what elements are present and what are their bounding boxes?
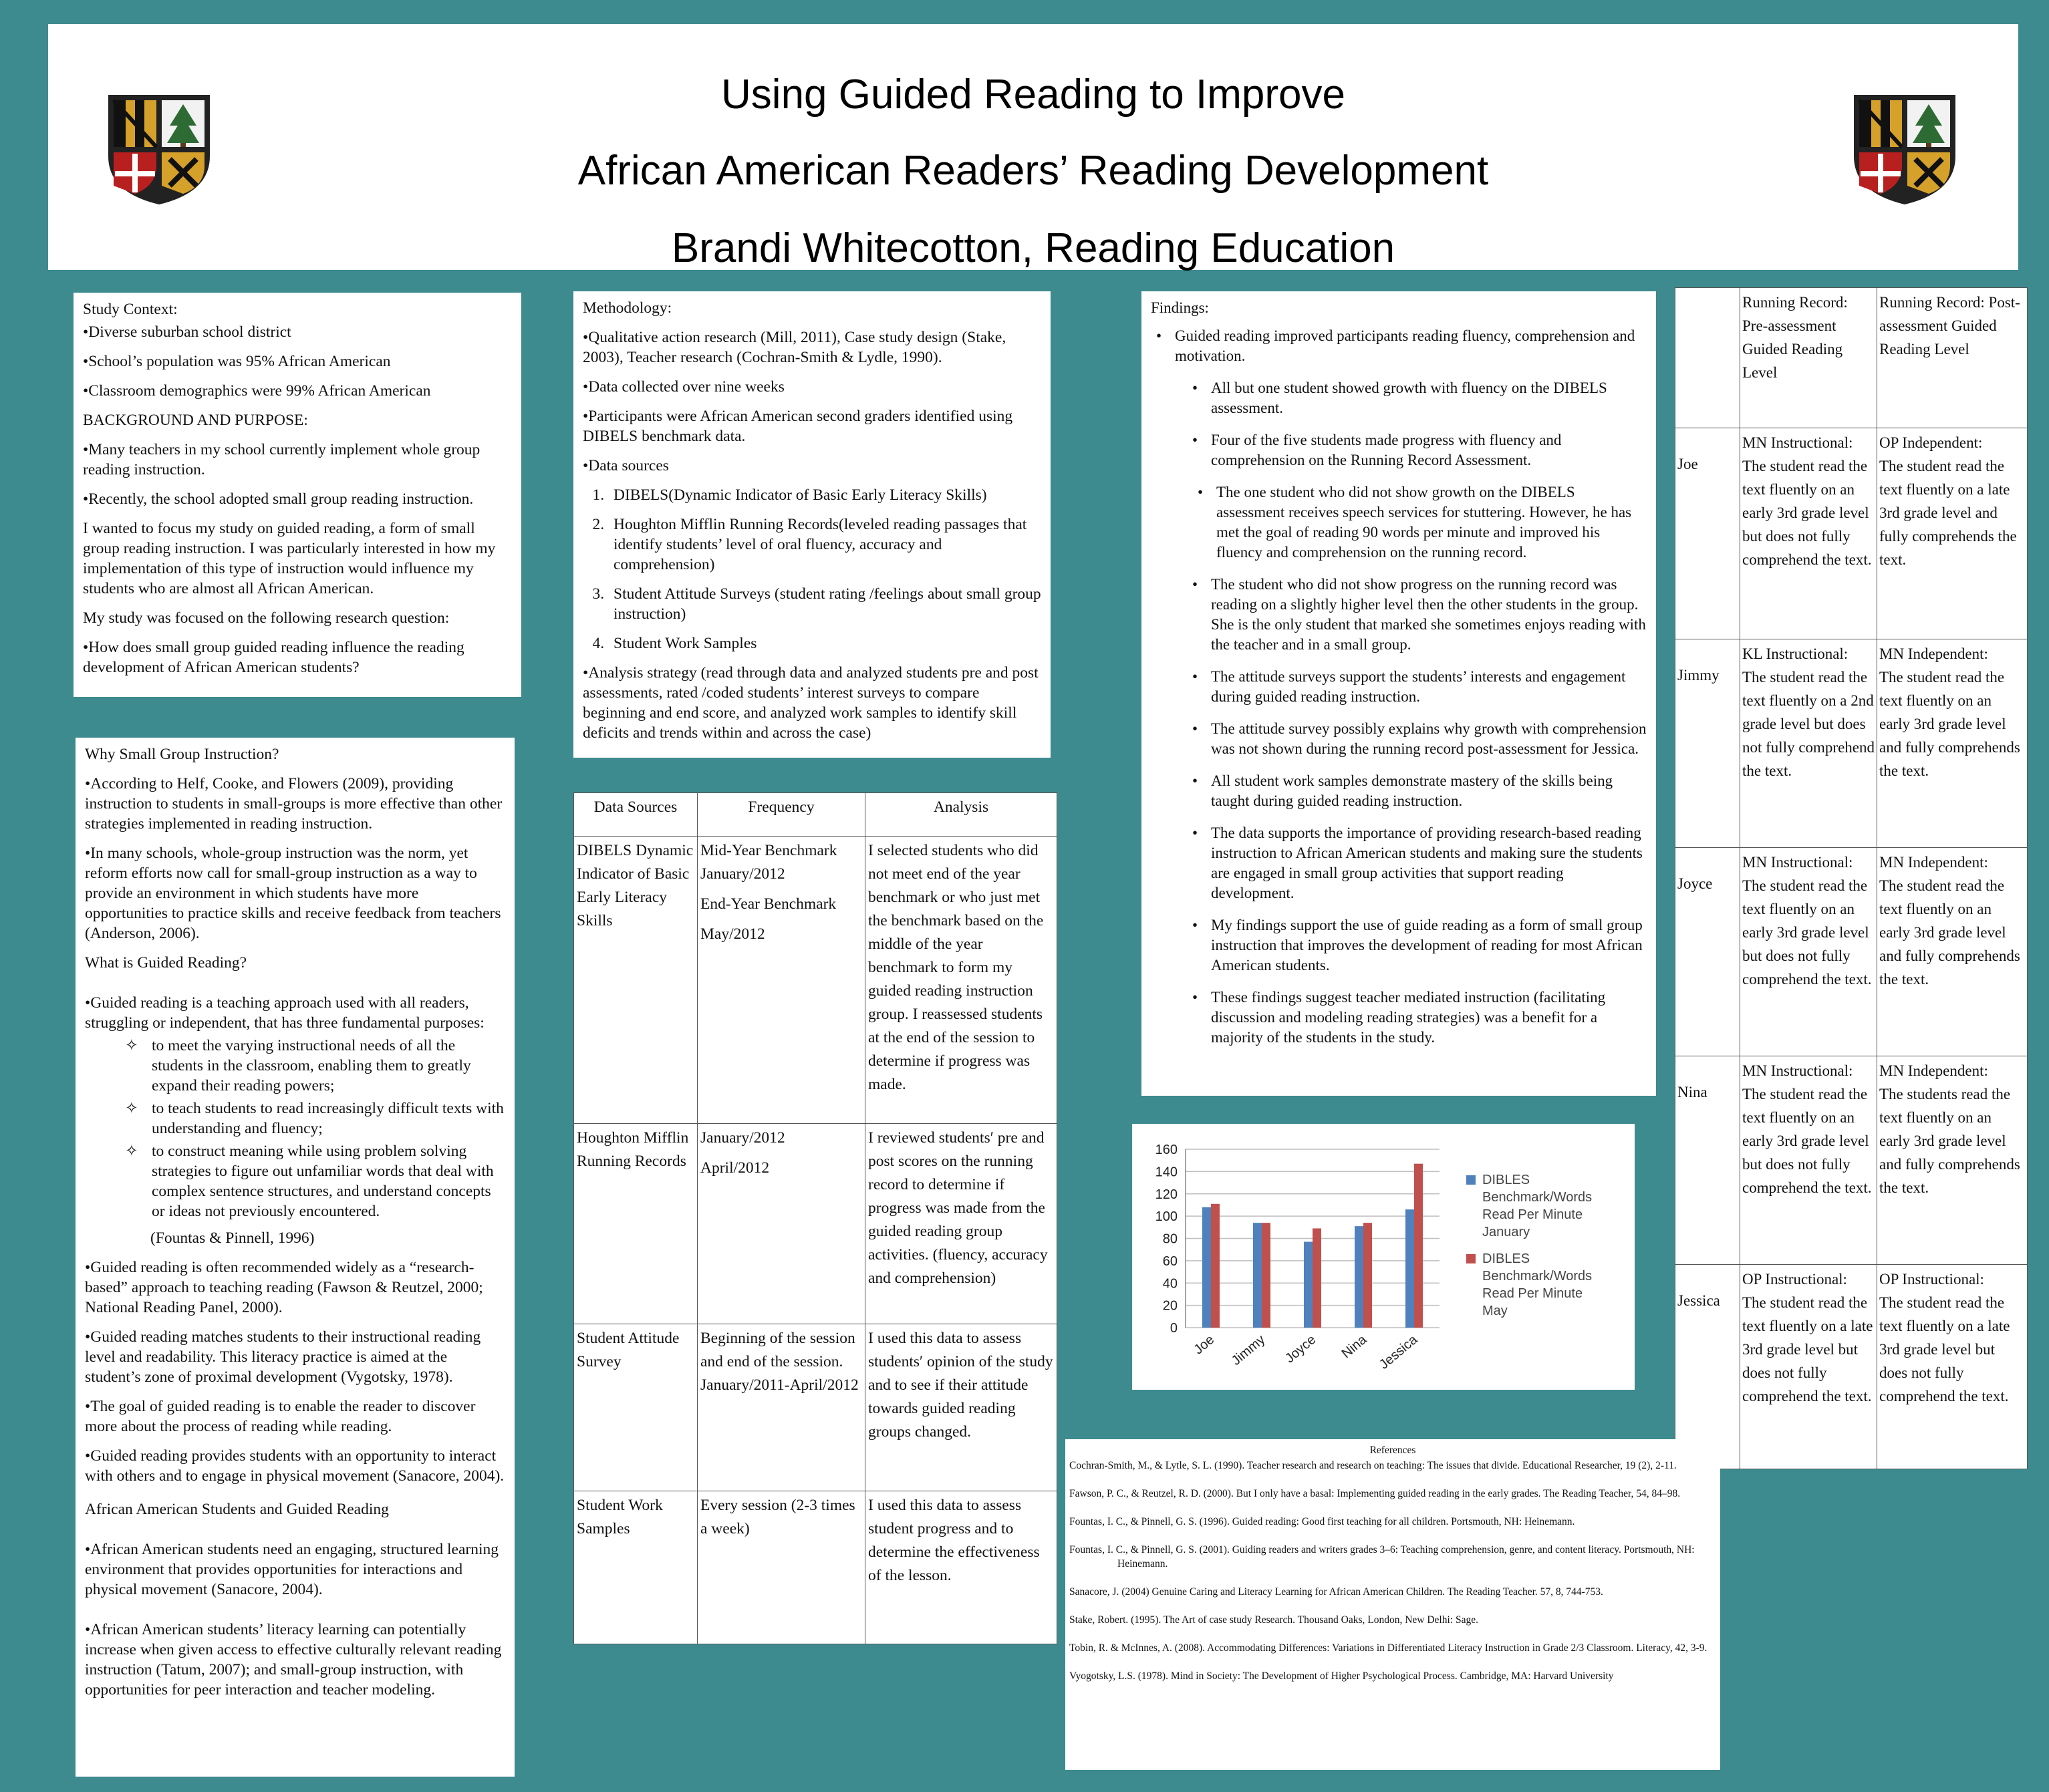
running-record-table-panel: [1675, 287, 2028, 1469]
finding-text: The one student who did not show growth on the DIBELS assessment receives speech services for stuttering. However, he has met the goal of reading 90 words per minute and improved his fluency and comprehension on the running record.: [1216, 484, 1632, 561]
methodology-panel: [573, 291, 1051, 758]
pre-assessment-cell: OP Instructional: The student read the text fluently on a late 3rd grade level but does not fully comprehend the text.: [1740, 1265, 1877, 1469]
background-bullet: •Many teachers in my school currently implement whole group reading instruction.: [83, 441, 481, 478]
why-paragraph: •African American students need an engaging, structured learning environment that provides opportunities for interactions and physical movement (Sanacore, 2004).: [85, 1541, 499, 1598]
methodology-bullet: •Data collected over nine weeks: [583, 378, 785, 396]
why-paragraph: •Guided reading is a teaching approach used with all readers, struggling or independent, that has three fundamental purposes:: [85, 994, 485, 1032]
data-source-item: 1. DIBELS(Dynamic Indicator of Basic Early Literacy Skills): [608, 485, 1041, 505]
methodology-bullet: •Analysis strategy (read through data and analyzed students pre and post assessments, rated /coded students’ interest surveys to compare beginning and end score, and analyzed work samples to identify skill deficits and trends within and across the case): [583, 664, 1039, 742]
pre-assessment-cell: MN Instructional: The student read the text fluently on an early 3rd grade level but does not fully comprehend the text.: [1740, 1056, 1877, 1265]
methodology-bullet: •Qualitative action research (Mill, 2011), Case study design (Stake, 2003), Teacher research (Cochran-Smith & Lydle, 1990).: [583, 329, 1006, 366]
table-header-row: [574, 793, 1057, 837]
background-bullet: •Recently, the school adopted small group reading instruction.: [83, 490, 474, 508]
pre-assessment-cell: KL Instructional: The student read the text fluently on a 2nd grade level but does not fully comprehend the text.: [1740, 639, 1877, 848]
references-heading: References: [1369, 1445, 1416, 1456]
y-tick-label: 20: [1162, 1298, 1178, 1314]
frequency-cell: Every session (2-3 times a week): [698, 1491, 865, 1644]
column-header: Running Record: Post-assessment Guided Reading Level: [1877, 288, 2028, 428]
references-list: [1069, 1459, 1716, 1683]
bar-jimmy-series-1: [1253, 1223, 1262, 1328]
bullet-icon: •: [1192, 668, 1198, 685]
post-assessment-cell: MN Independent: The students read the text fluently on an early 3rd grade level and fully comprehends the text.: [1877, 1056, 2028, 1265]
y-tick-label: 40: [1162, 1276, 1178, 1292]
findings-heading: Findings:: [1151, 299, 1209, 316]
pre-assessment-cell: MN Instructional: The student read the text fluently on an early 3rd grade level but does not fully comprehend the text.: [1740, 428, 1877, 639]
dibels-chart: [1132, 1124, 1635, 1390]
why-small-group-panel: [76, 738, 515, 1777]
purpose-item: ✧ to teach students to read increasingly difficult texts with understanding and fluency;: [125, 1100, 504, 1137]
reference-item: Fountas, I. C., & Pinnell, G. S. (2001). Guiding readers and writers grades 3–6: Teaching comprehension, genre, and content literacy. Portsmouth, NH: Heinemann.: [1069, 1544, 1695, 1570]
bullet-icon: •: [1192, 772, 1198, 789]
analysis-cell: I reviewed students′ pre and post scores on the running record to determine if progress was made from the guided reading group activities. (fluency, accuracy and comprehension): [865, 1124, 1057, 1324]
table-row: [1675, 848, 2028, 1056]
y-tick-label: 60: [1162, 1253, 1178, 1269]
data-sources-list: [583, 485, 1041, 653]
legend-label: Read Per Minute: [1482, 1207, 1583, 1222]
finding-item: [1151, 378, 1647, 418]
methodology-bullet: •Participants were African American second graders identified using DIBELS benchmark data.: [583, 408, 1013, 445]
empty-header-cell: [1675, 288, 1740, 428]
bullet-icon: •: [1156, 327, 1162, 344]
poster-author-line: Brandi Whitecotton, Reading Education: [671, 225, 1395, 271]
bullet-icon: •: [1192, 720, 1198, 737]
findings-panel: [1141, 291, 1656, 1096]
poster-title-line-1: Using Guided Reading to Improve: [721, 71, 1345, 118]
legend-label: DIBLES: [1482, 1251, 1530, 1266]
finding-text: The data supports the importance of providing research-based reading instruction to African American students and making sure the students are engaged in small group activities that support reading development.: [1211, 825, 1643, 901]
reference-item: Vyogotsky, L.S. (1978). Mind in Society: The Development of Higher Psychological Process. Cambridge, MA: Harvard University: [1069, 1670, 1614, 1682]
background-heading: BACKGROUND AND PURPOSE:: [83, 412, 308, 429]
research-question: •How does small group guided reading influence the reading development of African American students?: [83, 639, 464, 676]
x-tick-label: Jimmy: [1228, 1332, 1268, 1368]
student-name-cell: Jimmy: [1675, 639, 1740, 848]
findings-list: [1151, 326, 1647, 1048]
why-paragraph: •The goal of guided reading is to enable the reader to discover more about the process of reading while reading.: [85, 1398, 476, 1435]
research-question-intro: My study was focused on the following research question:: [83, 609, 450, 627]
analysis-cell: I used this data to assess student progress and to determine the effectiveness of the lesson.: [865, 1491, 1057, 1644]
data-source-item: 2. Houghton Mifflin Running Records(leveled reading passages that identify students’ level of oral fluency, accuracy and comprehension): [608, 514, 1041, 575]
table-row: [574, 1491, 1057, 1644]
bullet-icon: •: [1192, 380, 1198, 396]
y-tick-label: 140: [1155, 1165, 1178, 1180]
table-row: [574, 1324, 1057, 1491]
x-tick-label: Jessica: [1376, 1332, 1421, 1372]
purpose-item: ✧ to construct meaning while using problem solving strategies to figure out unfamiliar words that deal with complex sentence structures, and understand concepts or ideas not previously encountered.: [125, 1143, 494, 1220]
dibels-bar-chart: [1132, 1124, 1635, 1390]
frequency-cell: Mid-Year Benchmark January/2012 End-Year Benchmark May/2012: [698, 837, 865, 1124]
table-row: [1675, 1056, 2028, 1265]
bar-jessica-series-2: [1414, 1164, 1423, 1328]
reference-item: Sanacore, J. (2004) Genuine Caring and Literacy Learning for African American Children. The Reading Teacher. 57, 8, 744-753.: [1069, 1586, 1603, 1598]
data-source-item: 3. Student Attitude Surveys (student rating /feelings about small group instruction): [608, 584, 1041, 624]
finding-text: My findings support the use of guide reading as a form of small group instruction that improves the development of reading for most African American students.: [1211, 917, 1643, 974]
diamond-bullet-icon: ✧: [125, 1143, 138, 1160]
x-tick-label: Joyce: [1282, 1332, 1319, 1366]
african-american-heading: African American Students and Guided Reading: [85, 1501, 389, 1518]
bar-joyce-series-2: [1313, 1228, 1321, 1328]
table-row: [574, 837, 1057, 1124]
source-cell: Student Attitude Survey: [574, 1324, 698, 1491]
references-panel: [1065, 1439, 1720, 1770]
table-row: [1675, 428, 2028, 639]
reference-item: Cochran-Smith, M., & Lytle, S. L. (1990). Teacher research and research on teaching: The issues that divide. Educational Researcher, 19 (2), 2-11.: [1069, 1460, 1677, 1471]
data-sources-table-panel: [573, 792, 1057, 1644]
post-assessment-cell: MN Independent: The student read the text fluently on an early 3rd grade level and fully comprehends the text.: [1877, 639, 2028, 848]
finding-text: The attitude surveys support the students’ interests and engagement during guided reading instruction.: [1211, 668, 1626, 705]
column-header: Frequency: [698, 793, 865, 837]
legend-swatch: [1466, 1175, 1476, 1185]
bar-nina-series-1: [1355, 1226, 1363, 1328]
diamond-bullet-icon: ✧: [125, 1037, 138, 1054]
legend-label: Benchmark/Words: [1482, 1269, 1593, 1284]
methodology-bullet: •Data sources: [583, 457, 669, 474]
column-header: Data Sources: [574, 793, 698, 837]
bullet-icon: •: [1198, 484, 1204, 500]
purpose-item: ✧ to meet the varying instructional needs of all the students in the classroom, enabling them to greatly expand their reading powers;: [125, 1037, 471, 1094]
study-context-heading: Study Context:: [83, 301, 178, 318]
finding-item: [1151, 915, 1647, 976]
finding-item: [1151, 823, 1647, 903]
source-cell: Houghton Mifflin Running Records: [574, 1124, 698, 1324]
finding-item: [1151, 430, 1647, 470]
context-bullet: •Diverse suburban school district: [83, 323, 291, 341]
why-heading: Why Small Group Instruction?: [85, 746, 279, 763]
data-sources-table: [573, 792, 1057, 1644]
y-tick-label: 120: [1155, 1187, 1178, 1202]
source-cell: Student Work Samples: [574, 1491, 698, 1644]
source-cell: DIBELS Dynamic Indicator of Basic Early Literacy Skills: [574, 837, 698, 1124]
methodology-heading: Methodology:: [583, 299, 672, 317]
bullet-icon: •: [1192, 989, 1198, 1006]
y-tick-label: 0: [1170, 1321, 1178, 1336]
analysis-cell: I used this data to assess students′ opinion of the study and to see if their attitude towards guided reading groups changed.: [865, 1324, 1057, 1491]
y-tick-label: 100: [1155, 1209, 1178, 1225]
frequency-cell: January/2012 April/2012: [698, 1124, 865, 1324]
bar-nina-series-2: [1363, 1223, 1372, 1328]
data-source-item: 4. Student Work Samples: [608, 633, 1041, 653]
column-header: Running Record: Pre-assessment Guided Reading Level: [1740, 288, 1877, 428]
running-record-table: [1675, 287, 2028, 1469]
y-tick-label: 160: [1155, 1143, 1178, 1157]
legend-label: Benchmark/Words: [1482, 1190, 1593, 1205]
purposes-list: [85, 1036, 505, 1221]
bullet-icon: •: [1192, 432, 1198, 448]
bar-joyce-series-1: [1304, 1242, 1313, 1328]
university-crest-logo-right: [1851, 92, 1958, 207]
bullet-icon: •: [1192, 917, 1198, 933]
finding-item: [1151, 988, 1647, 1048]
analysis-cell: I selected students who did not meet end of the year benchmark or who just met the benchmark based on the middle of the year benchmark to form my guided reading instruction group. I reassessed students at the end of the session to determine if progress was made.: [865, 837, 1057, 1124]
why-paragraph: •Guided reading is often recommended widely as a “research-based” approach to teaching reading (Fawson & Reutzel, 2000; National Reading Panel, 2000).: [85, 1259, 483, 1316]
legend-label: Read Per Minute: [1482, 1286, 1583, 1301]
frequency-cell: Beginning of the session and end of the session. January/2011-April/2012: [698, 1324, 865, 1491]
reference-item: Fountas, I. C., & Pinnell, G. S. (1996). Guided reading: Good first teaching for all children. Portsmouth, NH: Heinemann.: [1069, 1516, 1575, 1527]
legend-label: May: [1482, 1304, 1508, 1318]
legend-label: DIBLES: [1482, 1173, 1530, 1187]
diamond-bullet-icon: ✧: [125, 1100, 138, 1117]
bullet-icon: •: [1192, 576, 1198, 593]
table-row: [1675, 1265, 2028, 1469]
bullet-icon: •: [1192, 825, 1198, 841]
finding-item: [1151, 667, 1647, 707]
finding-item: [1151, 771, 1647, 811]
table-row: [574, 1124, 1057, 1324]
finding-text: All but one student showed growth with fluency on the DIBELS assessment.: [1211, 380, 1607, 416]
reference-item: Tobin, R. & McInnes, A. (2008). Accommodating Differences: Variations in Differentiated Literacy Instruction in Grade 2/3 Classroom. Literacy, 42, 3-9.: [1069, 1642, 1708, 1654]
why-paragraph: •Guided reading matches students to their instructional reading level and readability. This literacy practice is aimed at the student’s zone of proximal development (Vygotsky, 1978).: [85, 1328, 481, 1386]
post-assessment-cell: OP Instructional: The student read the text fluently on a late 3rd grade level but does not fully comprehend the text.: [1877, 1265, 2028, 1469]
finding-text: All student work samples demonstrate mastery of the skills being taught during guided reading instruction.: [1211, 772, 1613, 809]
bar-jessica-series-1: [1405, 1209, 1414, 1328]
x-tick-label: Joe: [1191, 1332, 1218, 1358]
student-name-cell: Joyce: [1675, 848, 1740, 1056]
guided-reading-heading: What is Guided Reading?: [85, 954, 247, 972]
focus-paragraph: I wanted to focus my study on guided reading, a form of small group reading instruction. I was particularly interested in how my implementation of this type of instruction would influence my students who are almost all African American.: [83, 520, 496, 597]
x-tick-label: Nina: [1339, 1332, 1370, 1362]
table-header-row: [1675, 288, 2028, 428]
finding-text: The attitude survey possibly explains why growth with comprehension was not shown during the running record post-assessment for Jessica.: [1211, 720, 1647, 757]
student-name-cell: Jessica: [1675, 1265, 1740, 1469]
reference-item: Stake, Robert. (1995). The Art of case study Research. Thousand Oaks, London, New Delhi: Sage.: [1069, 1614, 1478, 1626]
why-paragraph: •In many schools, whole-group instruction was the norm, yet reform efforts now call for small-group instruction as a way to provide an environment in which students have more opportunities to practice skills and receive feedback from teachers (Anderson, 2006).: [85, 845, 501, 942]
bar-jimmy-series-2: [1262, 1223, 1270, 1328]
y-tick-label: 80: [1162, 1231, 1178, 1247]
finding-text: These findings suggest teacher mediated instruction (facilitating discussion and modeling reading strategies) was a benefit for a majority of the students in the study.: [1211, 989, 1606, 1046]
finding-item: [1151, 575, 1647, 655]
finding-item: [1151, 482, 1647, 563]
column-header: Analysis: [865, 793, 1057, 837]
why-paragraph: •Guided reading provides students with an opportunity to interact with others and to engage in physical movement (Sanacore, 2004).: [85, 1447, 505, 1485]
reference-item: Fawson, P. C., & Reutzel, R. D. (2000). But I only have a basal: Implementing guided reading in the early grades. The Reading Teacher, 54, 84–98.: [1069, 1488, 1681, 1499]
finding-text: The student who did not show progress on the running record was reading on a slightly higher level then the other students in the group. She is the only student that marked she sometimes enjoys reading with the teacher and in a small group.: [1211, 576, 1646, 653]
purposes-citation: (Fountas & Pinnell, 1996): [150, 1229, 315, 1247]
poster-title-line-2: African American Readers’ Reading Development: [577, 148, 1489, 194]
post-assessment-cell: MN Independent: The student read the text fluently on an early 3rd grade level and fully comprehends the text.: [1877, 848, 2028, 1056]
bar-joe-series-2: [1211, 1204, 1220, 1328]
finding-item: [1151, 326, 1647, 366]
poster-header: [48, 24, 2018, 270]
finding-text: Guided reading improved participants reading fluency, comprehension and motivation.: [1175, 327, 1635, 364]
study-context-panel: [74, 293, 521, 697]
bar-joe-series-1: [1202, 1207, 1211, 1328]
legend-swatch: [1466, 1254, 1476, 1263]
finding-text: Four of the five students made progress with fluency and comprehension on the Running Record Assessment.: [1211, 432, 1562, 468]
why-paragraph: •According to Helf, Cooke, and Flowers (2009), providing instruction to students in small-groups is more effective than other strategies implemented in reading instruction.: [85, 775, 503, 833]
table-row: [1675, 639, 2028, 848]
post-assessment-cell: OP Independent: The student read the text fluently on a late 3rd grade level and fully comprehends the text.: [1877, 428, 2028, 639]
legend-label: January: [1482, 1225, 1530, 1239]
why-paragraph: •African American students’ literacy learning can potentially increase when given access to effective culturally relevant reading instruction (Tatum, 2007); and small-group instruction, with opportunities for peer interaction and teacher modeling.: [85, 1621, 502, 1698]
student-name-cell: Joe: [1675, 428, 1740, 639]
pre-assessment-cell: MN Instructional: The student read the text fluently on an early 3rd grade level but does not fully comprehend the text.: [1740, 848, 1877, 1056]
finding-item: [1151, 719, 1647, 759]
student-name-cell: Nina: [1675, 1056, 1740, 1265]
context-bullet: •School’s population was 95% African American: [83, 353, 391, 370]
context-bullet: •Classroom demographics were 99% African American: [83, 382, 431, 400]
